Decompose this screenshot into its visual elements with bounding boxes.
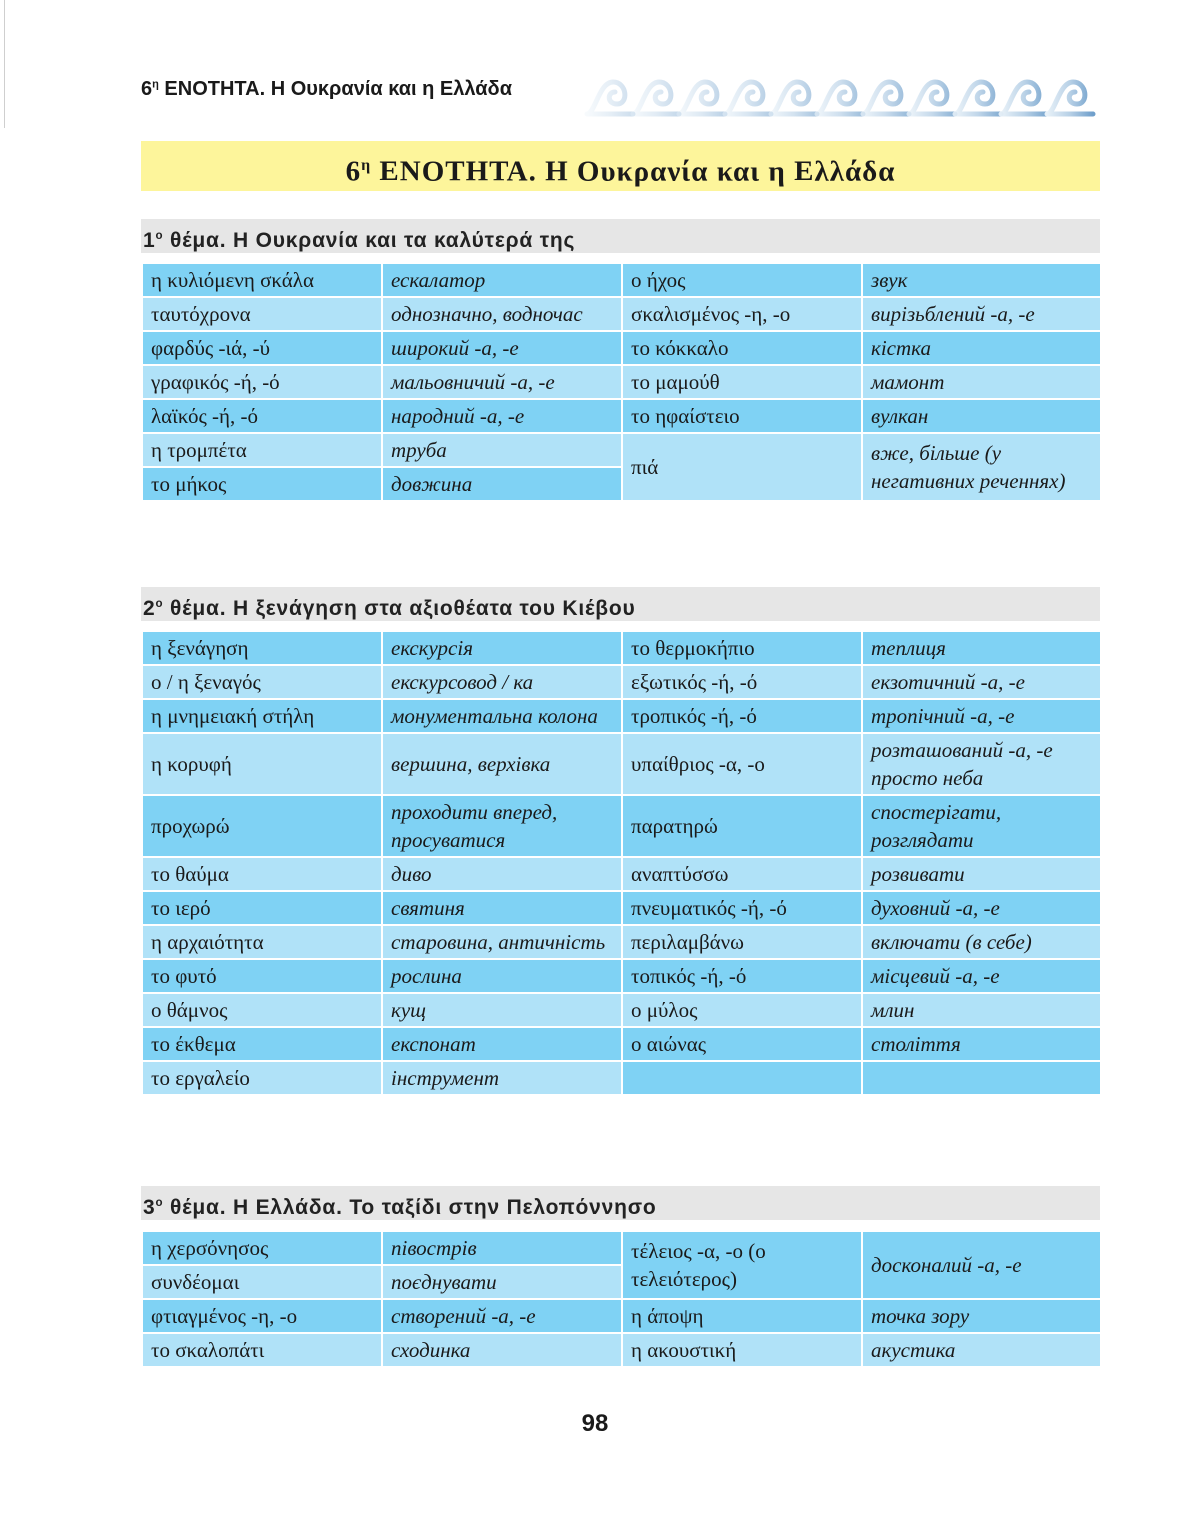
greek-term: η κυλιόμενη σκάλα [142, 263, 382, 297]
table-row [142, 631, 1101, 665]
ukrainian-translation: труба [382, 433, 622, 467]
greek-wave-ornament [577, 74, 1099, 120]
ukrainian-translation: розвивати [862, 857, 1101, 891]
greek-term: γραφικός -ή, -ό [142, 365, 382, 399]
table-row [142, 263, 1101, 297]
greek-term: περιλαμβάνω [622, 925, 862, 959]
ukrainian-translation: екзотичний -а, -е [862, 665, 1101, 699]
ukrainian-translation: точка зору [862, 1299, 1101, 1333]
greek-term: πνευματικός -ή, -ό [622, 891, 862, 925]
greek-term: το μήκος [142, 467, 382, 501]
greek-term: τροπικός -ή, -ό [622, 699, 862, 733]
greek-term: η κορυφή [142, 733, 382, 795]
ukrainian-translation: спостерігати, розглядати [862, 795, 1101, 857]
table-row [142, 399, 1101, 433]
running-header: $6^\eta$ ΕΝΟΤΗΤΑ. Η Ουκρανία και η Ελλάδα [141, 78, 512, 100]
greek-term: τοπικός -ή, -ό [622, 959, 862, 993]
ukrainian-translation: півострів [382, 1231, 622, 1265]
greek-term: το θερμοκήπιο [622, 631, 862, 665]
ukrainian-translation: екскурсовод / ка [382, 665, 622, 699]
greek-term: ο μύλος [622, 993, 862, 1027]
greek-term: το ηφαίστειο [622, 399, 862, 433]
greek-term: η ακουστική [622, 1333, 862, 1367]
ukrainian-translation: століття [862, 1027, 1101, 1061]
table-row [142, 331, 1101, 365]
table-row [142, 795, 1101, 857]
table-row [142, 1027, 1101, 1061]
greek-term: πιά [622, 433, 862, 501]
ukrainian-translation: вершина, верхівка [382, 733, 622, 795]
greek-term: η μνημειακή στήλη [142, 699, 382, 733]
table-row [142, 365, 1101, 399]
ukrainian-translation: народний -а, -е [382, 399, 622, 433]
greek-term: το ιερό [142, 891, 382, 925]
greek-term: σκαλισμένος -η, -ο [622, 297, 862, 331]
greek-term: η άποψη [622, 1299, 862, 1333]
ukrainian-translation: широкий -а, -е [382, 331, 622, 365]
ukrainian-translation: млин [862, 993, 1101, 1027]
greek-term: το έκθεμα [142, 1027, 382, 1061]
ukrainian-translation: довжина [382, 467, 622, 501]
greek-term: ο θάμνος [142, 993, 382, 1027]
ukrainian-translation: старовина, античність [382, 925, 622, 959]
greek-term: προχωρώ [142, 795, 382, 857]
ukrainian-translation: диво [382, 857, 622, 891]
theme-1-heading: $1^o$ θέμα. Η Ουκρανία και τα καλύτερά της [141, 219, 1100, 253]
ukrainian-translation: звук [862, 263, 1101, 297]
theme-2-vocabulary-table [141, 630, 1102, 1096]
ukrainian-translation: монументальна колона [382, 699, 622, 733]
table-row [142, 1299, 1101, 1333]
ukrainian-translation: тропічний -а, -е [862, 699, 1101, 733]
greek-term: το εργαλείο [142, 1061, 382, 1095]
table-row [142, 959, 1101, 993]
greek-term: ταυτόχρονα [142, 297, 382, 331]
greek-term: φαρδύς -ιά, -ύ [142, 331, 382, 365]
table-row [142, 1231, 1101, 1265]
table-row [142, 733, 1101, 795]
ukrainian-translation: теплиця [862, 631, 1101, 665]
table-row [142, 699, 1101, 733]
ukrainian-translation: включати (в себе) [862, 925, 1101, 959]
ukrainian-translation: вулкан [862, 399, 1101, 433]
greek-term: συνδέομαι [142, 1265, 382, 1299]
greek-term: το μαμούθ [622, 365, 862, 399]
table-row [142, 297, 1101, 331]
greek-term: το κόκκαλο [622, 331, 862, 365]
ukrainian-translation: розташований -а, -е просто неба [862, 733, 1101, 795]
ukrainian-translation: рослина [382, 959, 622, 993]
ukrainian-translation: екскурсія [382, 631, 622, 665]
greek-term: ο αιώνας [622, 1027, 862, 1061]
table-row [142, 857, 1101, 891]
greek-term: ο / η ξεναγός [142, 665, 382, 699]
table-row [142, 1333, 1101, 1367]
greek-term: φτιαγμένος -η, -ο [142, 1299, 382, 1333]
ukrainian-translation: мальовничий -а, -е [382, 365, 622, 399]
greek-term: η ξενάγηση [142, 631, 382, 665]
ukrainian-translation: вже, більше (у негативних реченнях) [862, 433, 1101, 501]
greek-term: το σκαλοπάτι [142, 1333, 382, 1367]
greek-term: τέλειος -α, -ο (ο τελειότερος) [622, 1231, 862, 1299]
ukrainian-translation: місцевий -а, -е [862, 959, 1101, 993]
greek-term: ο ήχος [622, 263, 862, 297]
ukrainian-translation: проходити вперед, просуватися [382, 795, 622, 857]
ukrainian-translation: кущ [382, 993, 622, 1027]
empty-cell [622, 1061, 862, 1095]
greek-term: λαϊκός -ή, -ό [142, 399, 382, 433]
ukrainian-translation: створений -а, -е [382, 1299, 622, 1333]
table-row [142, 1061, 1101, 1095]
theme-1-vocabulary-table [141, 262, 1102, 502]
empty-cell [862, 1061, 1101, 1095]
ukrainian-translation: сходинка [382, 1333, 622, 1367]
unit-title-banner: $6^\eta$ ΕΝΟΤΗΤΑ. Η Ουκρανία και η Ελλάδα [141, 141, 1100, 191]
greek-term: αναπτύσσω [622, 857, 862, 891]
ukrainian-translation: святиня [382, 891, 622, 925]
ukrainian-translation: експонат [382, 1027, 622, 1061]
greek-term: εξωτικός -ή, -ό [622, 665, 862, 699]
greek-term: το θαύμα [142, 857, 382, 891]
greek-term: η αρχαιότητα [142, 925, 382, 959]
ukrainian-translation: вирізьблений -а, -е [862, 297, 1101, 331]
ukrainian-translation: акустика [862, 1333, 1101, 1367]
table-row [142, 925, 1101, 959]
page-number: 98 [581, 1410, 609, 1437]
table-row [142, 891, 1101, 925]
ukrainian-translation: поєднувати [382, 1265, 622, 1299]
greek-term: το φυτό [142, 959, 382, 993]
ukrainian-translation: ескалатор [382, 263, 622, 297]
page-edge-rule [4, 0, 5, 128]
ukrainian-translation: досконалий -а, -е [862, 1231, 1101, 1299]
ukrainian-translation: кістка [862, 331, 1101, 365]
table-row [142, 665, 1101, 699]
table-row [142, 993, 1101, 1027]
ukrainian-translation: духовний -а, -е [862, 891, 1101, 925]
greek-term: η τρομπέτα [142, 433, 382, 467]
greek-term: παρατηρώ [622, 795, 862, 857]
theme-3-vocabulary-table [141, 1230, 1102, 1368]
greek-term: η χερσόνησος [142, 1231, 382, 1265]
table-row [142, 433, 1101, 467]
theme-3-heading: $3^o$ θέμα. Η Ελλάδα. Το ταξίδι στην Πελοπόννησο [141, 1186, 1100, 1220]
ukrainian-translation: мамонт [862, 365, 1101, 399]
theme-2-heading: $2^o$ θέμα. Η ξενάγηση στα αξιοθέατα του Κιέβου [141, 587, 1100, 621]
ukrainian-translation: однозначно, водночас [382, 297, 622, 331]
ukrainian-translation: інструмент [382, 1061, 622, 1095]
greek-term: υπαίθριος -α, -ο [622, 733, 862, 795]
